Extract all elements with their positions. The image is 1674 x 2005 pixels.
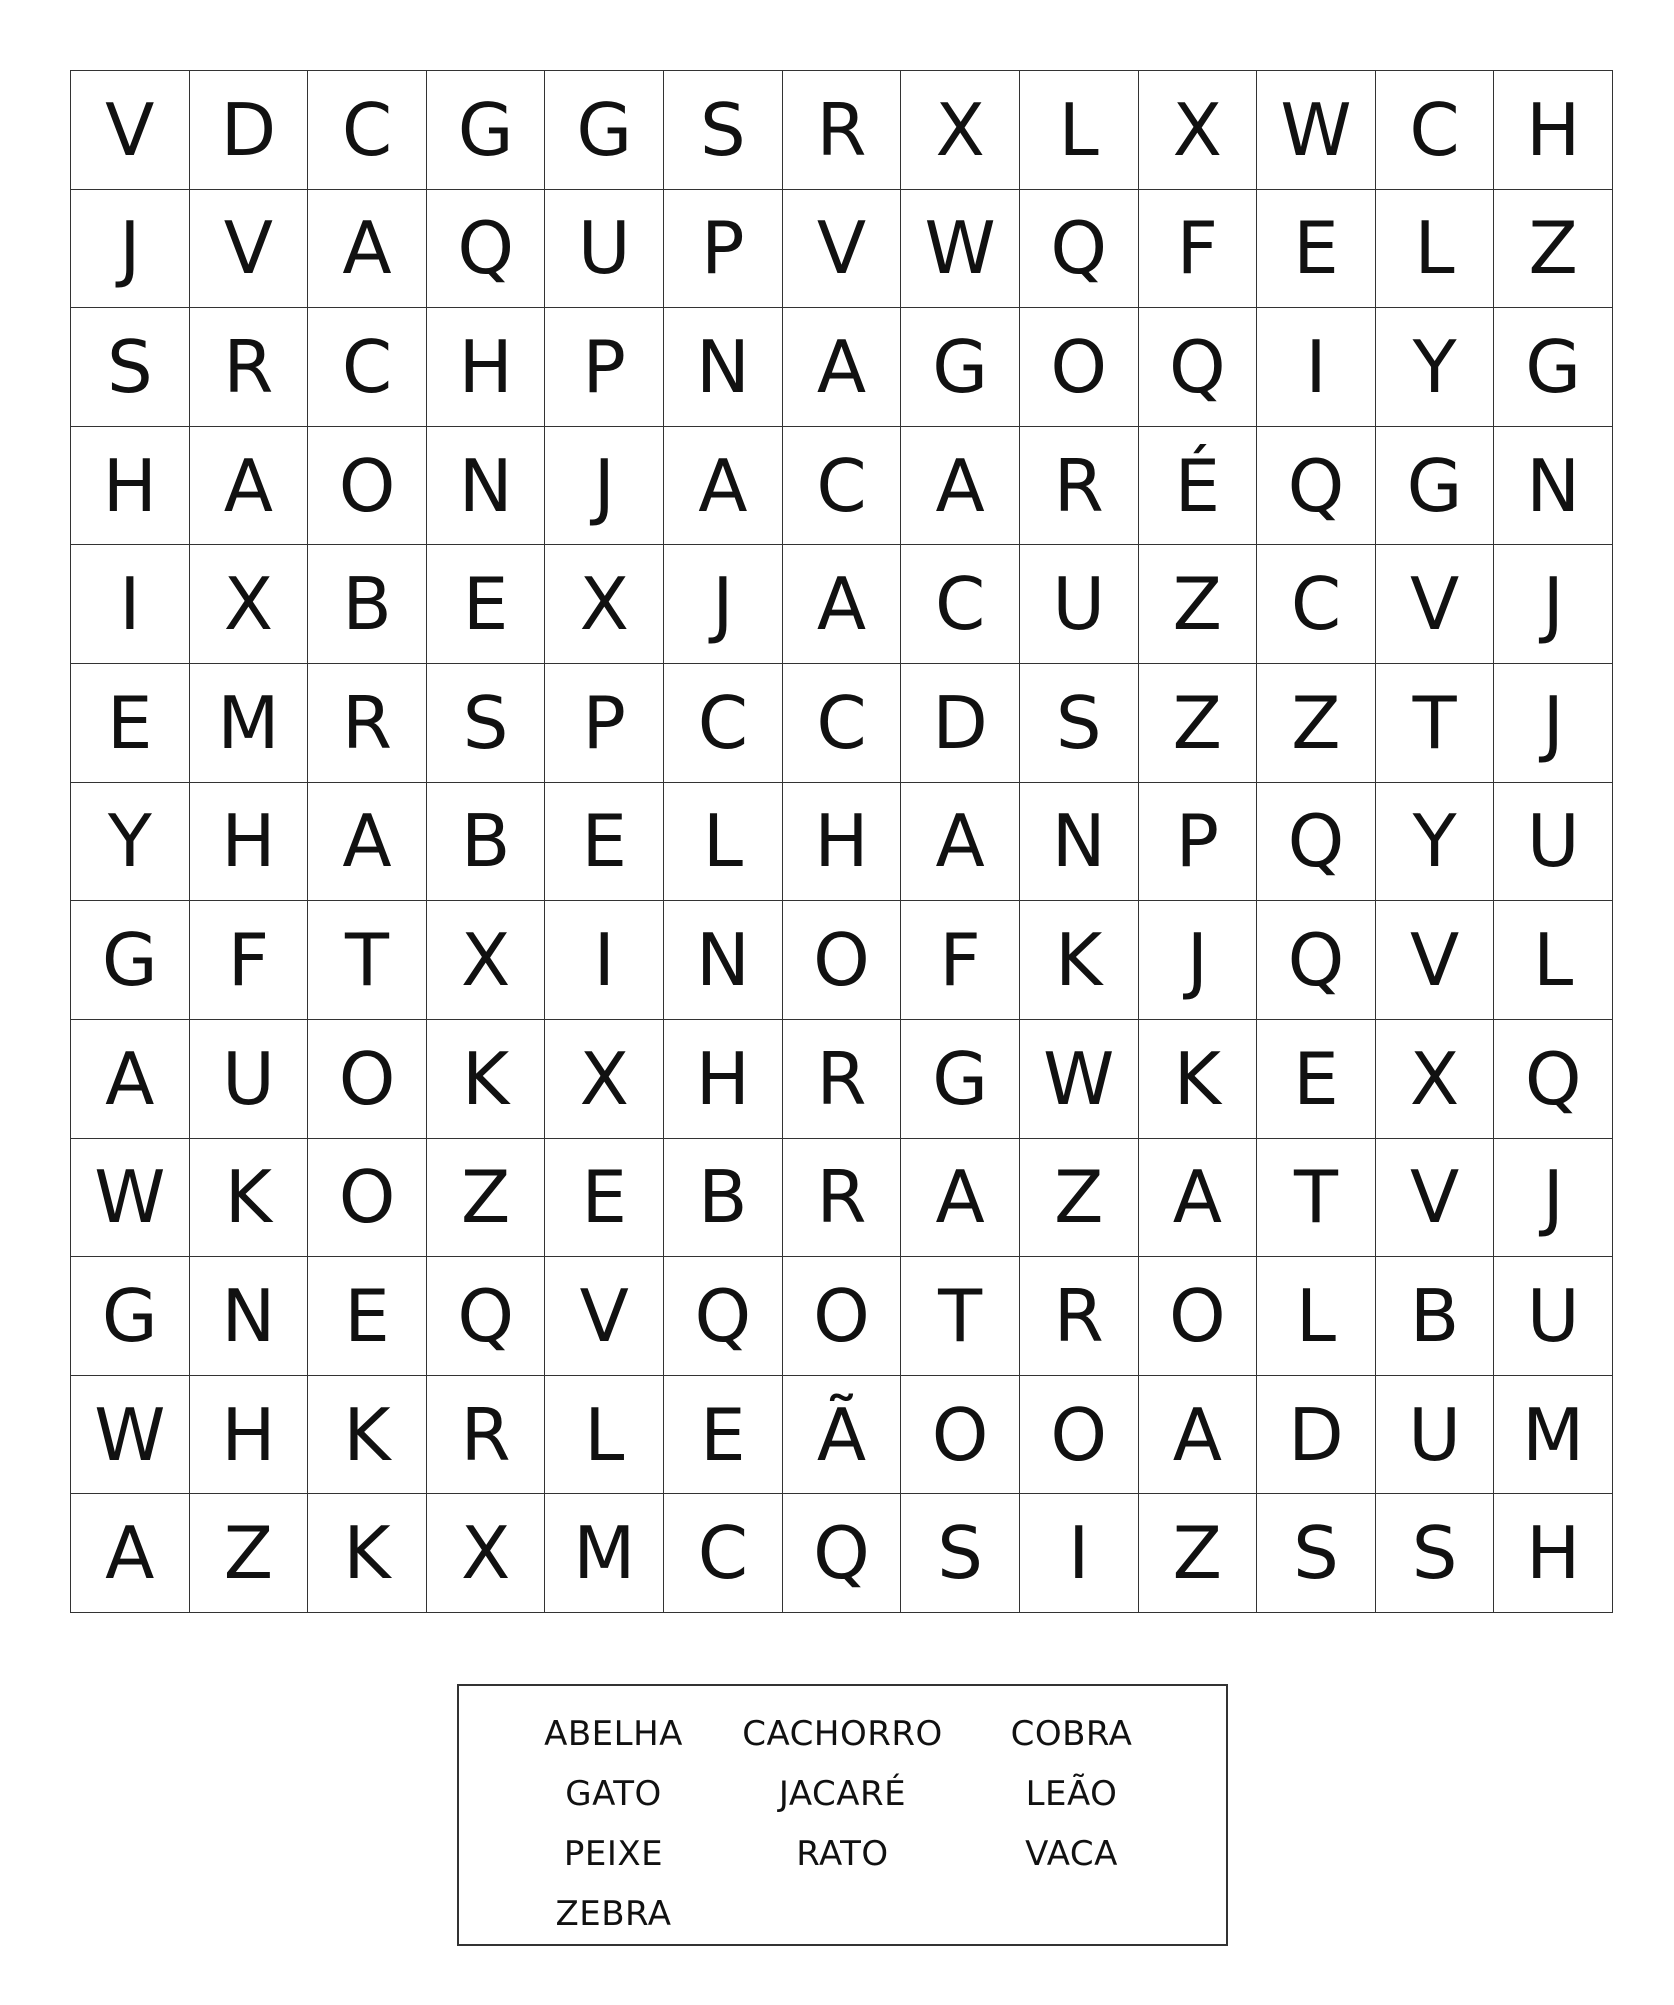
- letter-cell[interactable]: W: [1020, 1020, 1139, 1139]
- letter-cell[interactable]: U: [545, 190, 664, 309]
- letter-cell[interactable]: C: [308, 308, 427, 427]
- letter-cell[interactable]: A: [190, 427, 309, 546]
- letter-cell[interactable]: B: [1376, 1257, 1495, 1376]
- letter-cell[interactable]: W: [71, 1139, 190, 1258]
- letter-cell[interactable]: Z: [1139, 1494, 1258, 1613]
- letter-cell[interactable]: W: [901, 190, 1020, 309]
- letter-cell[interactable]: G: [901, 1020, 1020, 1139]
- letter-cell[interactable]: A: [1139, 1139, 1258, 1258]
- letter-cell[interactable]: I: [545, 901, 664, 1020]
- letter-cell[interactable]: T: [308, 901, 427, 1020]
- letter-cell[interactable]: Q: [427, 190, 546, 309]
- letter-cell[interactable]: I: [1020, 1494, 1139, 1613]
- letter-cell[interactable]: S: [427, 664, 546, 783]
- letter-cell[interactable]: U: [1376, 1376, 1495, 1495]
- letter-cell[interactable]: Y: [71, 783, 190, 902]
- letter-cell[interactable]: I: [1257, 308, 1376, 427]
- letter-cell[interactable]: V: [1376, 901, 1495, 1020]
- letter-cell[interactable]: A: [71, 1494, 190, 1613]
- letter-cell[interactable]: R: [1020, 1257, 1139, 1376]
- letter-cell[interactable]: X: [427, 1494, 546, 1613]
- letter-cell[interactable]: R: [190, 308, 309, 427]
- letter-cell[interactable]: J: [1494, 664, 1613, 783]
- letter-cell[interactable]: A: [901, 783, 1020, 902]
- letter-cell[interactable]: V: [190, 190, 309, 309]
- letter-cell[interactable]: H: [427, 308, 546, 427]
- letter-cell[interactable]: A: [308, 783, 427, 902]
- letter-cell[interactable]: W: [71, 1376, 190, 1495]
- letter-cell[interactable]: K: [1020, 901, 1139, 1020]
- letter-cell[interactable]: A: [71, 1020, 190, 1139]
- letter-cell[interactable]: C: [664, 1494, 783, 1613]
- letter-cell[interactable]: O: [783, 901, 902, 1020]
- letter-cell[interactable]: Z: [1494, 190, 1613, 309]
- letter-cell[interactable]: E: [664, 1376, 783, 1495]
- letter-cell[interactable]: P: [664, 190, 783, 309]
- letter-cell[interactable]: M: [545, 1494, 664, 1613]
- letter-cell[interactable]: K: [1139, 1020, 1258, 1139]
- letter-cell[interactable]: T: [901, 1257, 1020, 1376]
- word-bank-item: PEIXE: [563, 1834, 664, 1874]
- letter-cell[interactable]: G: [71, 901, 190, 1020]
- word-list: [499, 1704, 1186, 1944]
- letter-cell[interactable]: R: [427, 1376, 546, 1495]
- word-bank-item: GATO: [565, 1774, 662, 1814]
- letter-cell[interactable]: U: [1494, 783, 1613, 902]
- letter-cell[interactable]: M: [1494, 1376, 1613, 1495]
- letter-cell[interactable]: A: [901, 427, 1020, 546]
- letter-cell[interactable]: N: [190, 1257, 309, 1376]
- letter-cell[interactable]: Ã: [783, 1376, 902, 1495]
- letter-cell[interactable]: N: [1020, 783, 1139, 902]
- letter-cell[interactable]: A: [783, 308, 902, 427]
- letter-cell[interactable]: L: [1020, 71, 1139, 190]
- letter-cell[interactable]: C: [664, 664, 783, 783]
- letter-cell[interactable]: E: [71, 664, 190, 783]
- word-bank-item: COBRA: [1010, 1714, 1133, 1754]
- letter-cell[interactable]: E: [545, 783, 664, 902]
- letter-cell[interactable]: N: [427, 427, 546, 546]
- letter-cell[interactable]: Z: [190, 1494, 309, 1613]
- letter-cell[interactable]: C: [1376, 71, 1495, 190]
- word-bank-item: ABELHA: [544, 1714, 683, 1754]
- word-bank-item: VACA: [1025, 1834, 1118, 1874]
- letter-cell[interactable]: N: [1494, 427, 1613, 546]
- letter-cell[interactable]: J: [1139, 901, 1258, 1020]
- letter-cell[interactable]: V: [71, 71, 190, 190]
- letter-cell[interactable]: K: [427, 1020, 546, 1139]
- word-search-grid: [70, 70, 1613, 1613]
- letter-cell[interactable]: S: [1020, 664, 1139, 783]
- letter-cell[interactable]: M: [190, 664, 309, 783]
- letter-cell[interactable]: O: [308, 1139, 427, 1258]
- letter-cell[interactable]: H: [664, 1020, 783, 1139]
- letter-cell[interactable]: D: [190, 71, 309, 190]
- letter-cell[interactable]: X: [1376, 1020, 1495, 1139]
- word-bank-item: RATO: [796, 1834, 889, 1874]
- letter-cell[interactable]: Q: [1020, 190, 1139, 309]
- word-bank-item: CACHORRO: [742, 1714, 943, 1754]
- letter-cell[interactable]: H: [1494, 1494, 1613, 1613]
- letter-cell[interactable]: P: [545, 308, 664, 427]
- letter-cell[interactable]: L: [545, 1376, 664, 1495]
- letter-cell[interactable]: Q: [1494, 1020, 1613, 1139]
- letter-cell[interactable]: G: [1494, 308, 1613, 427]
- letter-cell[interactable]: H: [190, 783, 309, 902]
- letter-cell[interactable]: A: [901, 1139, 1020, 1258]
- letter-cell[interactable]: Q: [1257, 427, 1376, 546]
- letter-cell[interactable]: D: [1257, 1376, 1376, 1495]
- letter-cell[interactable]: J: [1494, 1139, 1613, 1258]
- letter-cell[interactable]: A: [1139, 1376, 1258, 1495]
- letter-cell[interactable]: B: [427, 783, 546, 902]
- letter-cell[interactable]: A: [783, 545, 902, 664]
- letter-cell[interactable]: R: [1020, 427, 1139, 546]
- letter-cell[interactable]: S: [664, 71, 783, 190]
- letter-cell[interactable]: O: [901, 1376, 1020, 1495]
- letter-cell[interactable]: F: [190, 901, 309, 1020]
- letter-cell[interactable]: U: [1494, 1257, 1613, 1376]
- letter-cell[interactable]: V: [1376, 545, 1495, 664]
- letter-cell[interactable]: R: [783, 1139, 902, 1258]
- letter-cell[interactable]: K: [308, 1494, 427, 1613]
- letter-cell[interactable]: R: [783, 71, 902, 190]
- letter-cell[interactable]: I: [71, 545, 190, 664]
- letter-cell[interactable]: Z: [1257, 664, 1376, 783]
- word-bank-item: JACARÉ: [778, 1774, 907, 1814]
- letter-cell[interactable]: O: [308, 427, 427, 546]
- letter-cell[interactable]: J: [545, 427, 664, 546]
- letter-cell[interactable]: Y: [1376, 308, 1495, 427]
- letter-cell[interactable]: Z: [1020, 1139, 1139, 1258]
- letter-cell[interactable]: G: [545, 71, 664, 190]
- letter-cell[interactable]: S: [1257, 1494, 1376, 1613]
- letter-cell[interactable]: W: [1257, 71, 1376, 190]
- letter-cell[interactable]: X: [1139, 71, 1258, 190]
- letter-cell[interactable]: U: [190, 1020, 309, 1139]
- letter-cell[interactable]: Q: [427, 1257, 546, 1376]
- letter-cell[interactable]: C: [783, 427, 902, 546]
- letter-cell[interactable]: V: [1376, 1139, 1495, 1258]
- letter-cell[interactable]: V: [545, 1257, 664, 1376]
- word-bank: [457, 1684, 1228, 1946]
- letter-cell[interactable]: X: [190, 545, 309, 664]
- letter-cell[interactable]: A: [664, 427, 783, 546]
- letter-cell[interactable]: T: [1376, 664, 1495, 783]
- letter-cell[interactable]: J: [71, 190, 190, 309]
- letter-cell[interactable]: S: [71, 308, 190, 427]
- letter-cell[interactable]: G: [901, 308, 1020, 427]
- letter-cell[interactable]: O: [1020, 308, 1139, 427]
- letter-cell[interactable]: E: [1257, 1020, 1376, 1139]
- letter-cell[interactable]: U: [1020, 545, 1139, 664]
- letter-cell[interactable]: X: [427, 901, 546, 1020]
- letter-cell[interactable]: O: [308, 1020, 427, 1139]
- letter-cell[interactable]: C: [308, 71, 427, 190]
- letter-cell[interactable]: Q: [1257, 901, 1376, 1020]
- letter-cell[interactable]: H: [783, 783, 902, 902]
- letter-cell[interactable]: J: [664, 545, 783, 664]
- letter-cell[interactable]: H: [71, 427, 190, 546]
- letter-cell[interactable]: Q: [664, 1257, 783, 1376]
- letter-cell[interactable]: T: [1257, 1139, 1376, 1258]
- letter-cell[interactable]: Z: [1139, 664, 1258, 783]
- letter-cell[interactable]: C: [901, 545, 1020, 664]
- letter-cell[interactable]: D: [901, 664, 1020, 783]
- letter-cell[interactable]: X: [545, 545, 664, 664]
- letter-cell[interactable]: E: [308, 1257, 427, 1376]
- letter-cell[interactable]: C: [783, 664, 902, 783]
- letter-cell[interactable]: G: [427, 71, 546, 190]
- letter-cell[interactable]: R: [308, 664, 427, 783]
- letter-cell[interactable]: H: [190, 1376, 309, 1495]
- letter-cell[interactable]: B: [308, 545, 427, 664]
- letter-cell[interactable]: S: [901, 1494, 1020, 1613]
- letter-cell[interactable]: O: [783, 1257, 902, 1376]
- letter-cell[interactable]: O: [1139, 1257, 1258, 1376]
- word-bank-item: LEÃO: [1025, 1774, 1118, 1814]
- letter-cell[interactable]: E: [545, 1139, 664, 1258]
- letter-cell[interactable]: R: [783, 1020, 902, 1139]
- letter-cell[interactable]: G: [71, 1257, 190, 1376]
- letter-cell[interactable]: P: [545, 664, 664, 783]
- letter-cell[interactable]: O: [1020, 1376, 1139, 1495]
- letter-cell[interactable]: Q: [1139, 308, 1258, 427]
- letter-cell[interactable]: E: [427, 545, 546, 664]
- letter-cell[interactable]: É: [1139, 427, 1258, 546]
- letter-cell[interactable]: J: [1494, 545, 1613, 664]
- letter-cell[interactable]: F: [901, 901, 1020, 1020]
- word-bank-item: ZEBRA: [555, 1894, 672, 1934]
- letter-cell[interactable]: C: [1257, 545, 1376, 664]
- letter-cell[interactable]: Z: [427, 1139, 546, 1258]
- letter-cell[interactable]: K: [190, 1139, 309, 1258]
- letter-cell[interactable]: A: [308, 190, 427, 309]
- letter-cell[interactable]: Q: [783, 1494, 902, 1613]
- letter-cell[interactable]: Z: [1139, 545, 1258, 664]
- letter-cell[interactable]: F: [1139, 190, 1258, 309]
- letter-cell[interactable]: L: [1376, 190, 1495, 309]
- letter-cell[interactable]: B: [664, 1139, 783, 1258]
- letter-cell[interactable]: V: [783, 190, 902, 309]
- letter-cell[interactable]: P: [1139, 783, 1258, 902]
- letter-cell[interactable]: L: [1257, 1257, 1376, 1376]
- letter-cell[interactable]: K: [308, 1376, 427, 1495]
- letter-cell[interactable]: Y: [1376, 783, 1495, 902]
- letter-cell[interactable]: Q: [1257, 783, 1376, 902]
- letter-cell[interactable]: H: [1494, 71, 1613, 190]
- letter-cell[interactable]: X: [545, 1020, 664, 1139]
- letter-cell[interactable]: N: [664, 901, 783, 1020]
- letter-cell[interactable]: N: [664, 308, 783, 427]
- letter-cell[interactable]: G: [1376, 427, 1495, 546]
- letter-cell[interactable]: L: [1494, 901, 1613, 1020]
- letter-cell[interactable]: S: [1376, 1494, 1495, 1613]
- letter-cell[interactable]: X: [901, 71, 1020, 190]
- letter-cell[interactable]: E: [1257, 190, 1376, 309]
- letter-cell[interactable]: L: [664, 783, 783, 902]
